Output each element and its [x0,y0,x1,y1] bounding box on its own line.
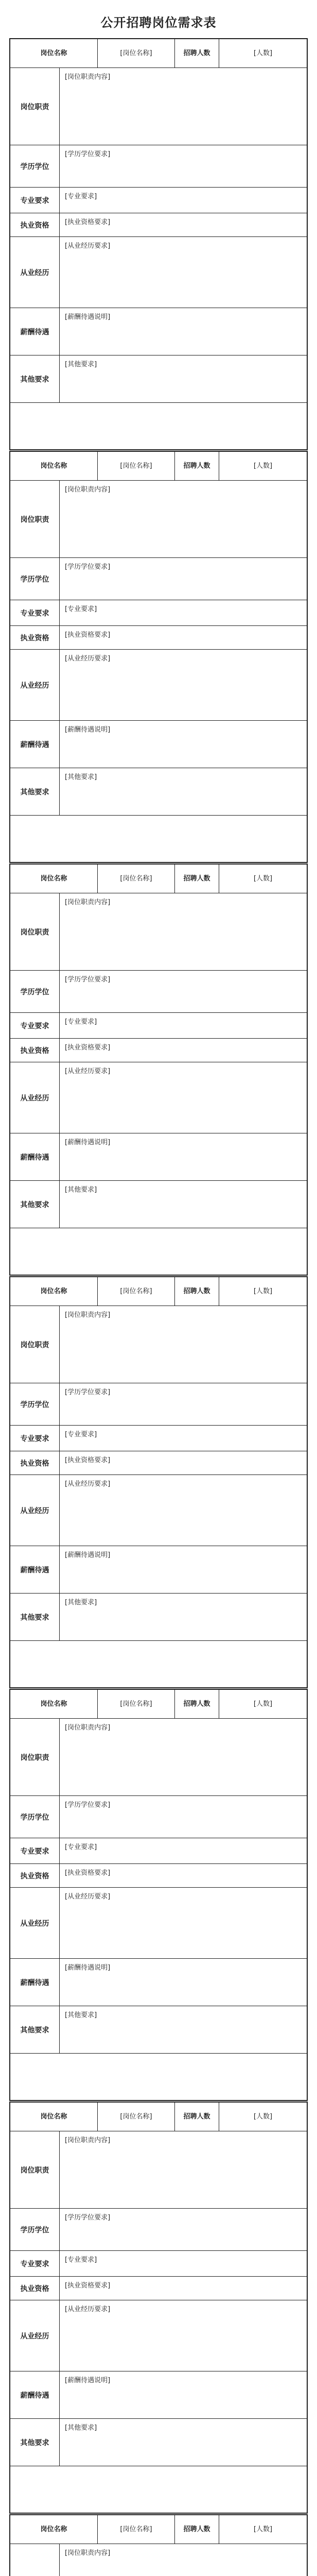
other-label: 其他要求 [10,355,60,403]
post-grid [10,1277,307,1687]
post-header-row [10,2103,307,2131]
post-name-label: 岗位名称 [10,2515,98,2544]
post-header [10,1690,307,1718]
qualification-label: 执业资格 [10,626,60,650]
education-value: [学历学位要求] [60,1796,307,1838]
experience-label: 从业经历 [10,1475,60,1546]
other-label: 其他要求 [10,1181,60,1228]
recruit-count-label: 招聘人数 [175,865,219,893]
education-label: 学历学位 [10,145,60,188]
compensation-value: [薪酬待遇说明] [60,721,307,768]
education-value: [学历学位要求] [60,558,307,600]
experience-label: 从业经历 [10,1062,60,1133]
post-duties-value: [岗位职责内容] [60,481,307,558]
compensation-label: 薪酬待遇 [10,1959,60,2006]
post-section [9,38,308,450]
education-value: [学历学位要求] [60,145,307,188]
post-header-row [10,452,307,481]
post-name-label: 岗位名称 [10,452,98,480]
post-header [10,452,307,480]
experience-value: [从业经历要求] [60,1475,307,1546]
qualification-value: [执业资格要求] [60,1039,307,1062]
post-name-value: [岗位名称] [98,865,175,893]
qualification-value: [执业资格要求] [60,1864,307,1888]
experience-value: [从业经历要求] [60,1062,307,1133]
other-label: 其他要求 [10,2006,60,2054]
post-section [9,2514,308,2576]
other-value: [其他要求] [60,2006,307,2054]
experience-value: [从业经历要求] [60,650,307,721]
other-label: 其他要求 [10,768,60,816]
post-header [10,1277,307,1306]
other-value: [其他要求] [60,355,307,403]
post-name-value: [岗位名称] [98,2515,175,2544]
education-value: [学历学位要求] [60,1383,307,1426]
recruit-count-value: [人数] [253,874,273,883]
recruitment-table [9,38,308,2576]
post-section [9,863,308,1276]
qualification-label: 执业资格 [10,1864,60,1888]
compensation-label: 薪酬待遇 [10,1546,60,1594]
post-name-label: 岗位名称 [10,2103,98,2131]
post-name-label: 岗位名称 [10,865,98,893]
post-duties-label: 岗位职责 [10,481,60,558]
recruit-count-label: 招聘人数 [175,1690,219,1718]
experience-label: 从业经历 [10,2300,60,2371]
education-label: 学历学位 [10,1383,60,1426]
compensation-value: [薪酬待遇说明] [60,1546,307,1594]
post-duties-label: 岗位职责 [10,1719,60,1796]
post-duties-value: [岗位职责内容] [60,68,307,145]
qualification-label: 执业资格 [10,2277,60,2300]
post-header-row [10,39,307,68]
post-name-value: [岗位名称] [98,2103,175,2131]
qualification-value: [执业资格要求] [60,1451,307,1475]
recruit-count-value: [人数] [253,1287,273,1295]
major-label: 专业要求 [10,600,60,626]
education-label: 学历学位 [10,2209,60,2251]
major-value: [专业要求] [60,1838,307,1864]
post-name-value: [岗位名称] [98,1277,175,1306]
compensation-label: 薪酬待遇 [10,721,60,768]
post-header [10,865,307,893]
post-grid [10,452,307,862]
post-duties-label [10,2544,60,2576]
page-title: 公开招聘岗位需求表 [100,15,217,30]
experience-value: [从业经历要求] [60,1888,307,1959]
post-header [10,2103,307,2131]
post-header-row [10,1690,307,1719]
major-label: 专业要求 [10,1013,60,1039]
post-duties-value: [岗位职责内容] [60,893,307,971]
post-grid [10,865,307,1275]
experience-label: 从业经历 [10,1888,60,1959]
education-label: 学历学位 [10,971,60,1013]
post-grid [10,2515,307,2576]
post-section [9,1276,308,1688]
experience-value: [从业经历要求] [60,2300,307,2371]
compensation-value: [薪酬待遇说明] [60,2371,307,2419]
major-value: [专业要求] [60,1426,307,1451]
post-name-value: [岗位名称] [98,39,175,67]
qualification-label: 执业资格 [10,1451,60,1475]
major-label: 专业要求 [10,2251,60,2277]
compensation-value: [薪酬待遇说明] [60,308,307,355]
other-value: [其他要求] [60,768,307,816]
post-header [10,2515,307,2544]
recruit-count-value: [人数] [253,2112,273,2121]
post-duties-value: [岗位职责内容] [60,1306,307,1383]
post-name-value: [岗位名称] [98,1690,175,1718]
experience-value: [从业经历要求] [60,237,307,308]
education-label: 学历学位 [10,558,60,600]
recruit-count-label: 招聘人数 [175,2515,219,2544]
other-value: [其他要求] [60,2419,307,2466]
other-value: [其他要求] [60,1181,307,1228]
experience-label: 从业经历 [10,650,60,721]
recruit-count-label: 招聘人数 [175,452,219,480]
post-duties-label: 岗位职责 [10,893,60,971]
recruit-count-label: 招聘人数 [175,1277,219,1306]
recruit-count-value: [人数] [253,2525,273,2533]
compensation-label: 薪酬待遇 [10,1133,60,1181]
major-value: [专业要求] [60,1013,307,1039]
post-name-label: 岗位名称 [10,1277,98,1306]
post-name-label: 岗位名称 [10,39,98,67]
compensation-value: [薪酬待遇说明] [60,1959,307,2006]
post-duties-value: [岗位职责内容] [60,2544,307,2576]
post-header [10,39,307,67]
other-label: 其他要求 [10,2419,60,2466]
compensation-value: [薪酬待遇说明] [60,1133,307,1181]
post-header-row [10,1277,307,1306]
qualification-label: 执业资格 [10,213,60,237]
post-name-value: [岗位名称] [98,452,175,480]
post-section [9,2102,308,2514]
recruit-count-value: [人数] [253,1700,273,1708]
qualification-label: 执业资格 [10,1039,60,1062]
recruit-count-label: 招聘人数 [175,2103,219,2131]
post-grid [10,2103,307,2513]
post-duties-label: 岗位职责 [10,2131,60,2209]
major-value: [专业要求] [60,2251,307,2277]
education-value: [学历学位要求] [60,2209,307,2251]
recruit-count-label: 招聘人数 [175,39,219,67]
compensation-label: 薪酬待遇 [10,2371,60,2419]
post-section [9,1689,308,2101]
post-header-row [10,2515,307,2544]
qualification-value: [执业资格要求] [60,2277,307,2300]
experience-label: 从业经历 [10,237,60,308]
post-name-label: 岗位名称 [10,1690,98,1718]
other-value: [其他要求] [60,1594,307,1641]
post-header-row [10,865,307,893]
post-duties-value: [岗位职责内容] [60,2131,307,2209]
major-label: 专业要求 [10,1838,60,1864]
education-value: [学历学位要求] [60,971,307,1013]
recruit-count-value: [人数] [253,462,273,470]
major-value: [专业要求] [60,600,307,626]
post-grid [10,1690,307,2100]
recruit-count-value: [人数] [253,49,273,57]
major-label: 专业要求 [10,1426,60,1451]
major-label: 专业要求 [10,188,60,213]
other-label: 其他要求 [10,1594,60,1641]
qualification-value: [执业资格要求] [60,626,307,650]
post-section [9,451,308,863]
post-duties-label: 岗位职责 [10,68,60,145]
major-value: [专业要求] [60,188,307,213]
post-duties-label: 岗位职责 [10,1306,60,1383]
post-grid [10,39,307,449]
education-label: 学历学位 [10,1796,60,1838]
compensation-label: 薪酬待遇 [10,308,60,355]
post-duties-value: [岗位职责内容] [60,1719,307,1796]
qualification-value: [执业资格要求] [60,213,307,237]
